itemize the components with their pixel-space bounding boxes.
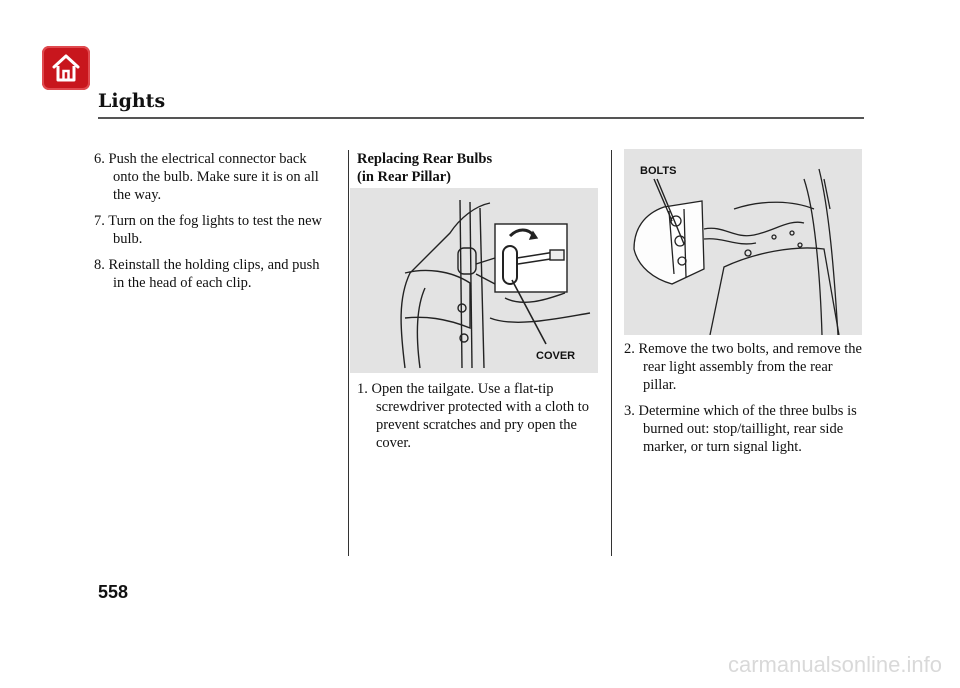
column-3-steps [624,340,864,464]
watermark: carmanualsonline.info [727,652,942,677]
cover-illustration [350,188,598,373]
title-divider [98,117,864,119]
step-2: 2. Remove the two bolts, and remove the rear light assembly from the rear pillar. [624,341,862,393]
bolts-label: BOLTS [640,165,677,177]
heading-line-2: (in Rear Pillar) [357,169,451,185]
column-2-steps [357,380,597,460]
step-8: 8. Reinstall the holding clips, and push in the head of each clip. [94,257,320,291]
section-heading [357,150,597,186]
step-6: 6. Push the electrical connector back onto the bulb. Make sure it is on all the way. [94,151,319,203]
column-1 [94,150,334,300]
house-icon [49,52,83,84]
home-button[interactable] [42,46,90,90]
cover-label: COVER [536,350,576,362]
heading-line-1: Replacing Rear Bulbs [357,151,493,167]
step-1: 1. Open the tailgate. Use a flat-tip screwdriver protected with a cloth to prevent scratches and pry open the cover. [357,381,589,451]
column-2 [357,150,597,188]
bolts-illustration [624,149,862,335]
page-number: 558 [98,582,129,602]
step-7: 7. Turn on the fog lights to test the new bulb. [94,213,322,247]
column-divider-1 [348,150,349,556]
step-3: 3. Determine which of the three bulbs is burned out: stop/taillight, rear side marker, or turn signal light. [624,403,857,455]
column-divider-2 [611,150,612,556]
rear-pillar-cover-drawing [350,188,598,373]
section-title: Lights [98,90,166,112]
